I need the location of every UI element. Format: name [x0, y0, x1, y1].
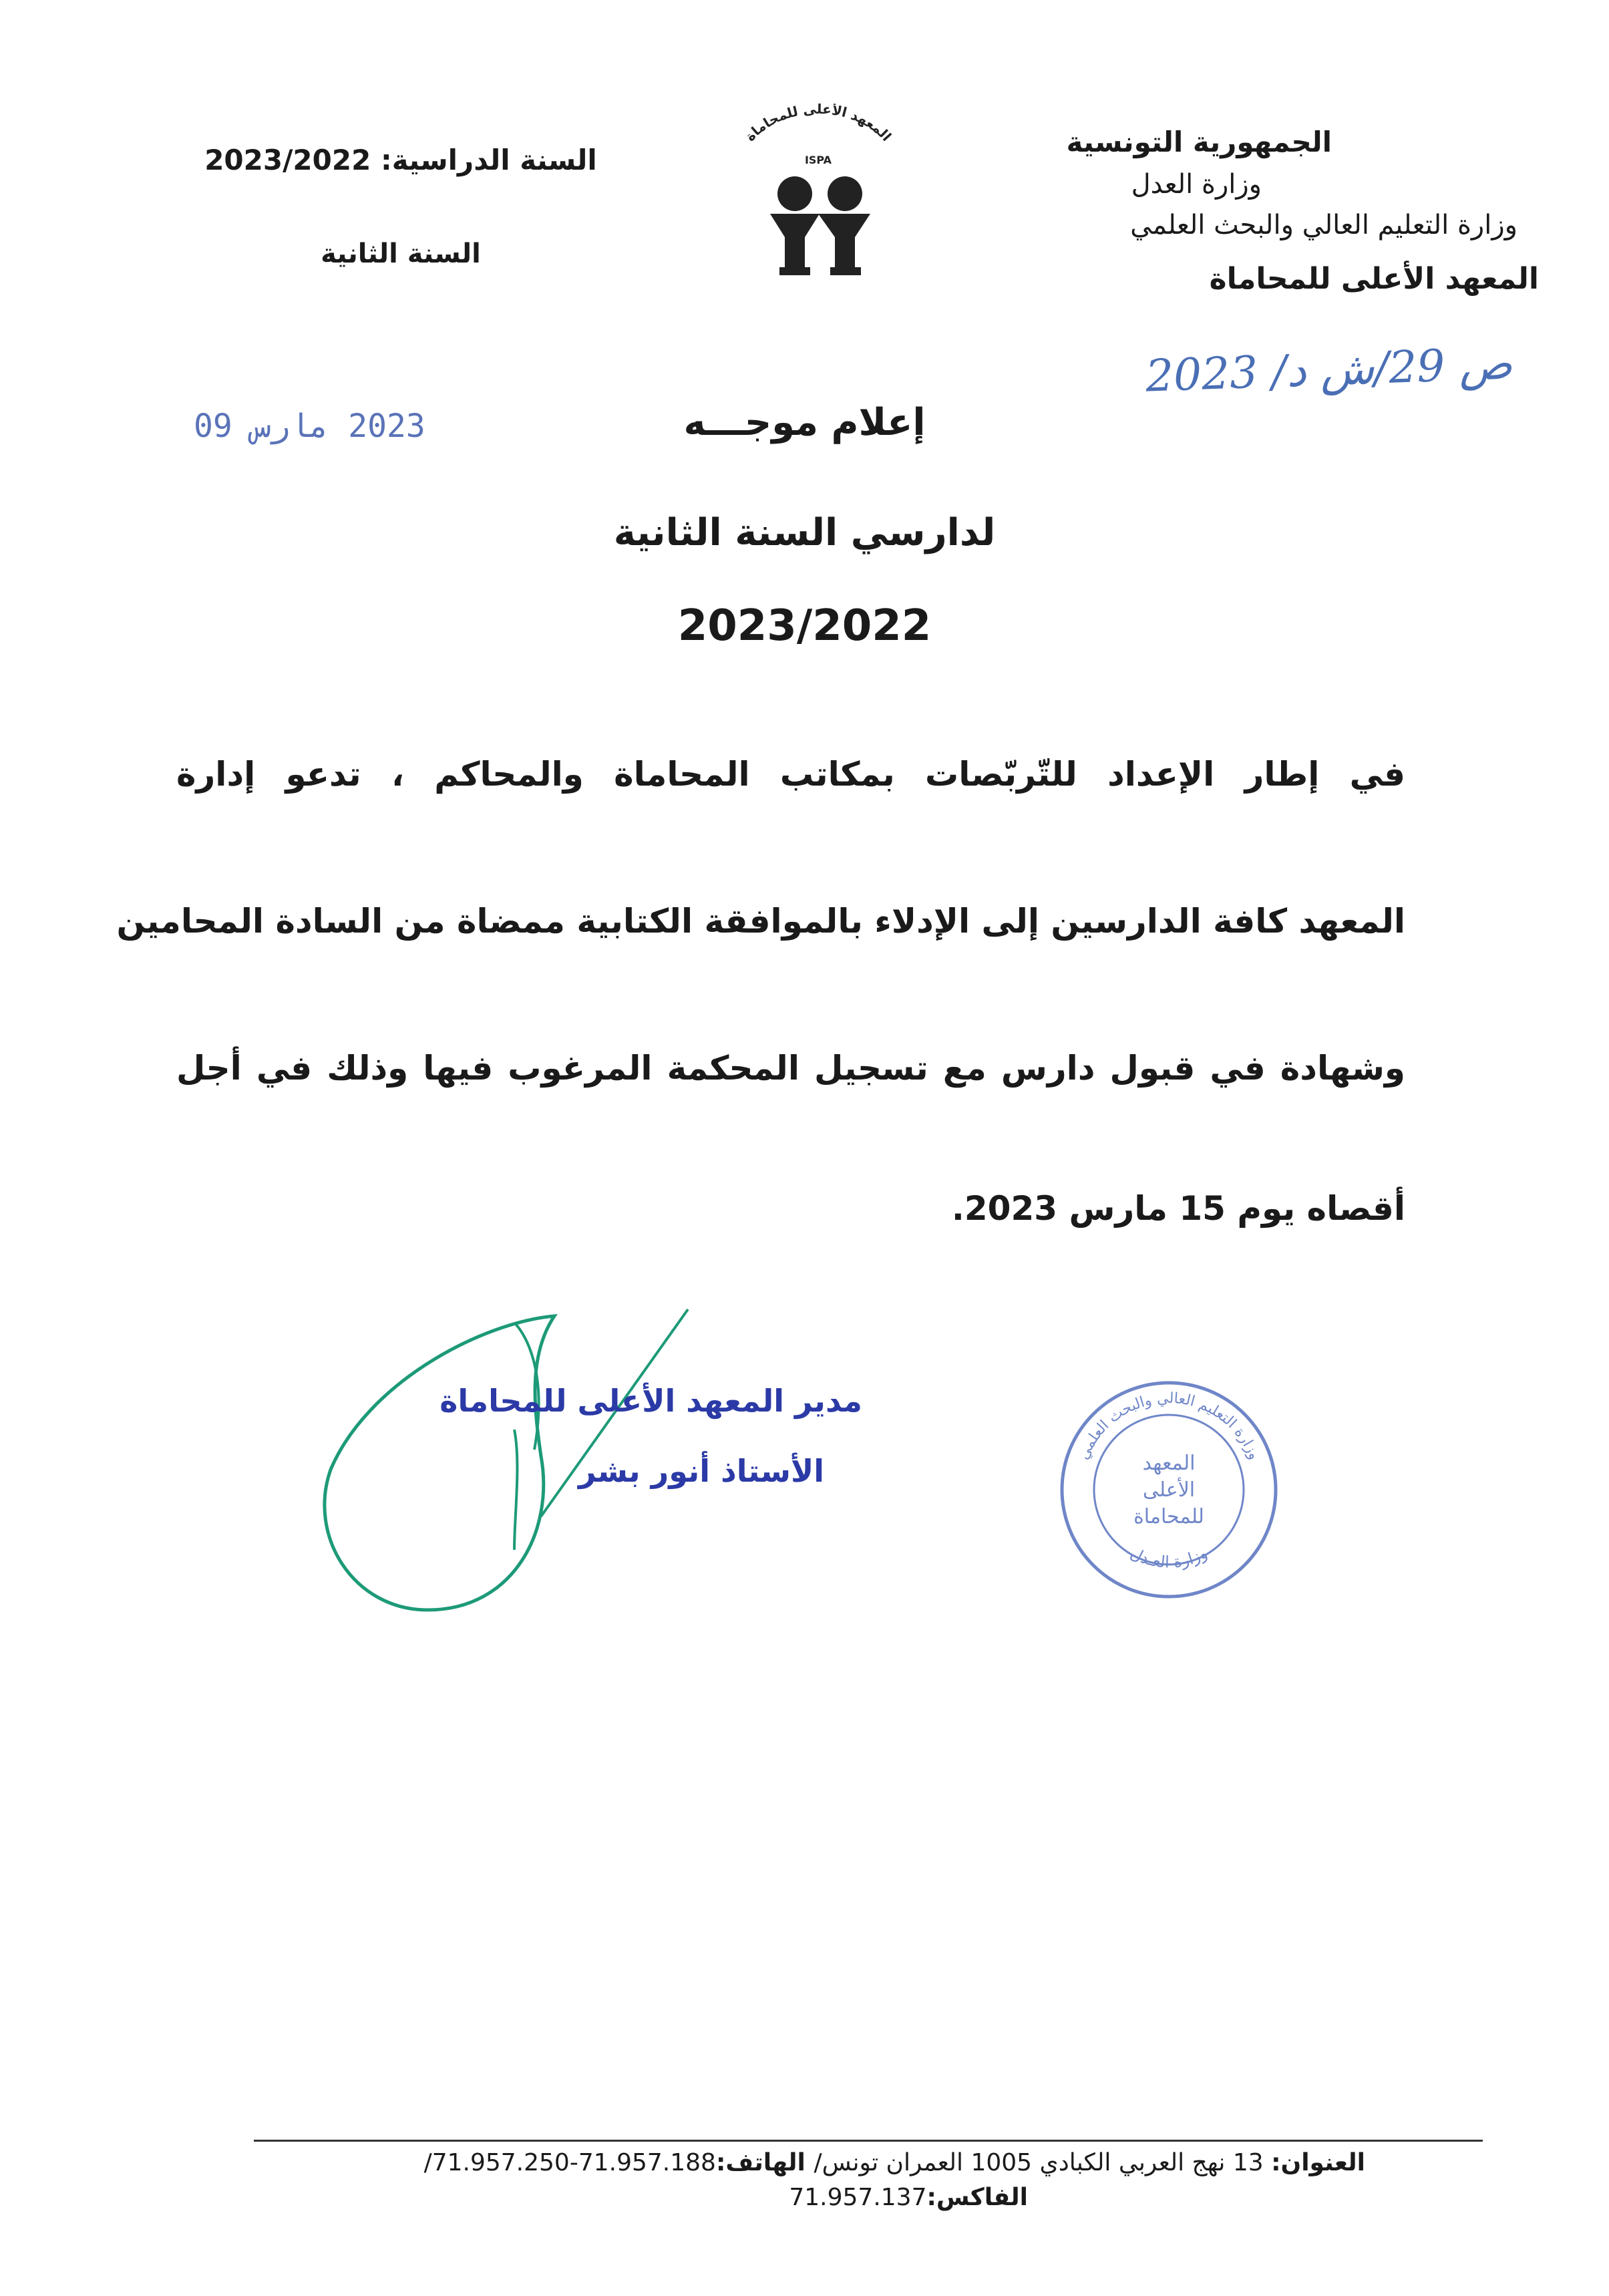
notice-title: إعلام موجـــه [683, 401, 926, 444]
footer-fax-line [560, 2180, 1028, 2215]
footer-divider [254, 2140, 1483, 2142]
svg-text:المعهد الأعلى للمحاماة [742, 104, 895, 144]
ministry-higher-ed-line: وزارة التعليم العالي والبحث العلمي [1130, 210, 1517, 240]
body-line-3: وشهادة في قبول دارس مع تسجيل المحكمة المرغوب فيها وذلك في أجل [176, 1049, 1405, 1088]
phone-value: 71.957.188-71.957.250/ [423, 2149, 716, 2176]
seal-inner-line-3: للمحاماة [1133, 1505, 1204, 1528]
seal-bottom-text: وزارة العـدل [1127, 1543, 1211, 1572]
footer-address-line [96, 2146, 1365, 2180]
fax-label: الفاكس: [926, 2184, 1028, 2211]
address-value: 13 نهج العربي الكبادي 1005 العمران تونس/ [814, 2149, 1272, 2176]
seal-outer-text: وزارة التعليم العالي والبحث العلمي [1075, 1389, 1263, 1462]
received-date-stamp: 2023 مارس 09 [194, 407, 425, 445]
official-seal [1055, 1376, 1282, 1603]
body-line-1: في إطار الإعداد للتّربّصات بمكاتب المحاماة والمحاكم ، تدعو إدارة [176, 755, 1405, 794]
body-line-2: المعهد كافة الدارسين إلى الإدلاء بالموافقة الكتابية ممضاة من السادة المحامين [116, 902, 1405, 941]
director-name: الأستاذ أنور بشر [578, 1453, 824, 1489]
logo-arc-text: المعهد الأعلى للمحاماة [741, 104, 895, 145]
body-line-4: أقصاه يوم 15 مارس 2023. [951, 1189, 1405, 1228]
notice-year: 2023/2022 [677, 601, 932, 651]
notice-audience: لدارسي السنة الثانية [613, 511, 996, 554]
seal-inner-line-1: المعهد [1142, 1452, 1196, 1475]
header-left [187, 137, 614, 277]
handwritten-reference: ص 29/ش د/ 2023 [1144, 337, 1513, 402]
level-label: السنة الثانية [321, 238, 481, 269]
ispa-logo [718, 104, 918, 291]
logo-acronym: ISPA [804, 154, 832, 166]
svg-text:وزارة العـدل [1127, 1544, 1210, 1572]
phone-label: الهاتف: [715, 2149, 814, 2176]
institute-name: المعهد الأعلى للمحاماة [1209, 262, 1539, 296]
director-title: مدير المعهد الأعلى للمحاماة [439, 1383, 862, 1419]
academic-year: السنة الدراسية: 2023/2022 [204, 144, 597, 176]
address-label: العنوان: [1271, 2149, 1365, 2176]
seal-inner-line-2: الأعلى [1142, 1478, 1196, 1502]
republic-line: الجمهورية التونسية [1066, 126, 1332, 158]
ispa-logo-graphic [718, 104, 918, 291]
ministry-justice-line: وزارة العدل [1131, 169, 1262, 200]
fax-value: 71.957.137 [789, 2184, 927, 2211]
